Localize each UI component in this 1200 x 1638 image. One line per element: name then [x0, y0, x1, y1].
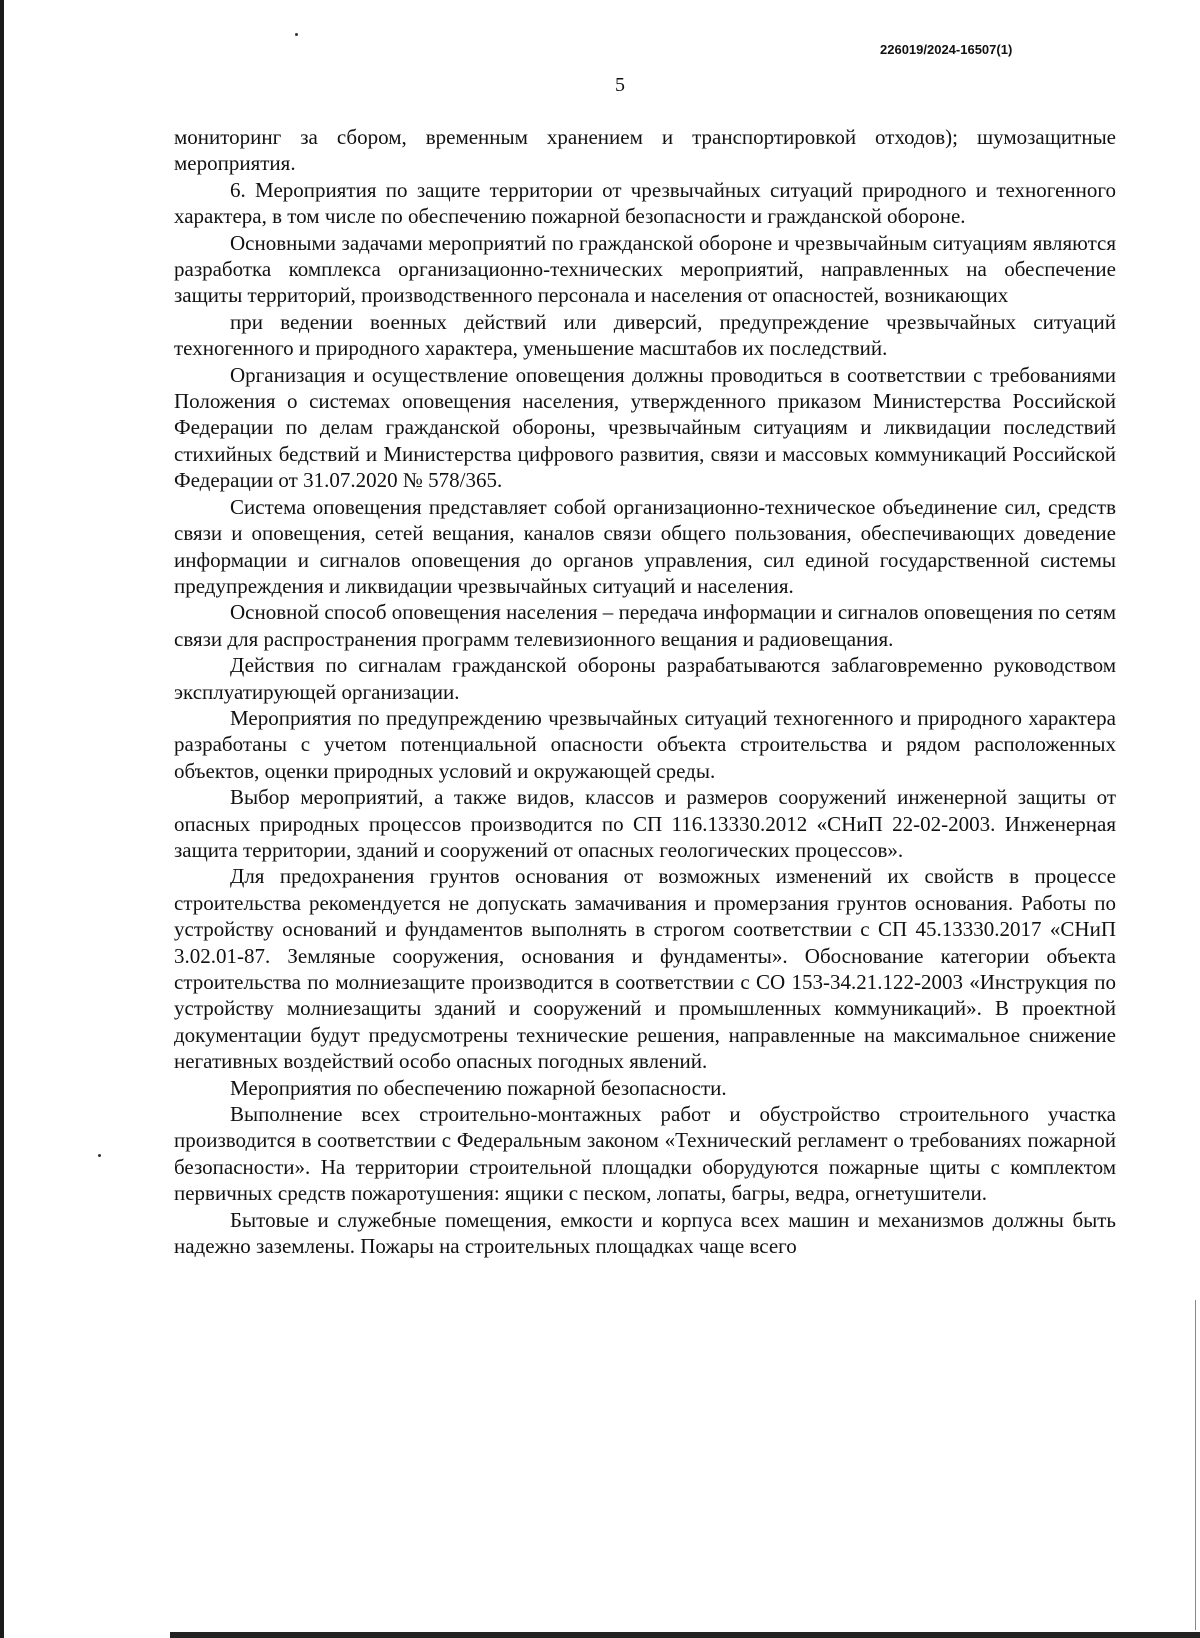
paragraph: Для предохранения грунтов основания от возможных изменений их свойств в процессе строительства рекомендуется не допускать замачивания и промерзания грунтов основания. Работы по устройству оснований и фундаментов выполнять в строгом соответствии с СП 45.13330.2017 «СНиП 3.02.01-87. Земляные сооружения, основания и фундаменты». Обоснование категории объекта строительства по молниезащите производится в соответствии с СО 153-34.21.122-2003 «Инструкция по устройству молниезащиты зданий и сооружений и промышленных коммуникаций». В проектной документации будут предусмотрены технические решения, направленные на максимальное снижение негативных воздействий особо опасных погодных явлений. — [174, 864, 1116, 1074]
paragraph: 6. Мероприятия по защите территории от чрезвычайных ситуаций природного и техногенного характера, в том числе по обеспечению пожарной безопасности и гражданской обороне. — [174, 177, 1116, 229]
scan-speck — [295, 33, 298, 36]
scan-edge-left — [0, 0, 4, 1638]
page-number: 5 — [615, 74, 625, 96]
paragraph: Основными задачами мероприятий по гражданской обороне и чрезвычайным ситуациям являются разработка комплекса организационно-технических мероприятий, направленных на обеспечение защиты территорий, производственного персонала и населения от опасностей, возникающих — [174, 230, 1116, 308]
paragraph: при ведении военных действий или диверсий, предупреждение чрезвычайных ситуаций техногенного и природного характера, уменьшение масштабов их последствий. — [174, 309, 1116, 361]
paragraph: Система оповещения представляет собой организационно-техническое объединение сил, средств связи и оповещения, сетей вещания, каналов связи общего пользования, обеспечивающих доведение информации и сигналов оповещения до органов управления, сил единой государственной системы предупреждения и ликвидации чрезвычайных ситуаций и населения. — [174, 494, 1116, 598]
scan-edge-bottom — [170, 1632, 1200, 1638]
document-id: 226019/2024-16507(1) — [880, 42, 1013, 57]
paragraph: мониторинг за сбором, временным хранением и транспортировкой отходов); шумозащитные мероприятия. — [174, 125, 1116, 176]
document-body — [174, 124, 1116, 1259]
paragraph: Основной способ оповещения населения – передача информации и сигналов оповещения по сетям связи для распространения программ телевизионного вещания и радиовещания. — [174, 600, 1116, 651]
scan-speck — [98, 1154, 101, 1157]
paragraph: Действия по сигналам гражданской обороны разрабатываются заблаговременно руководством эксплуатирующей организации. — [174, 653, 1116, 704]
paragraph: Организация и осуществление оповещения должны проводиться в соответствии с требованиями Положения о системах оповещения населения, утвержденного приказом Министерства Российской Федерации по делам гражданской обороны, чрезвычайным ситуациям и ликвидации последствий стихийных бедствий и Министерства цифрового развития, связи и массовых коммуникаций Российской Федерации от 31.07.2020 № 578/365. — [174, 362, 1116, 493]
scan-edge-right — [1195, 1300, 1196, 1630]
paragraph: Выполнение всех строительно-монтажных работ и обустройство строительного участка производится в соответствии с Федеральным законом «Технический регламент о требованиях пожарной безопасности». На территории строительной площадки оборудуются пожарные щиты с комплектом первичных средств пожаротушения: ящики с песком, лопаты, багры, ведра, огнетушители. — [174, 1102, 1116, 1206]
paragraph: Мероприятия по обеспечению пожарной безопасности. — [230, 1075, 727, 1100]
paragraph: Бытовые и служебные помещения, емкости и корпуса всех машин и механизмов должны быть надежно заземлены. Пожары на строительных площадках чаще всего — [174, 1207, 1116, 1259]
paragraph: Выбор мероприятий, а также видов, классов и размеров сооружений инженерной защиты от опасных природных процессов производится по СП 116.13330.2012 «СНиП 22-02-2003. Инженерная защита территории, зданий и сооружений от опасных геологических процессов». — [174, 785, 1116, 862]
paragraph: Мероприятия по предупреждению чрезвычайных ситуаций техногенного и природного характера разработаны с учетом потенциальной опасности объекта строительства и рядом расположенных объектов, оценки природных условий и окружающей среды. — [174, 705, 1116, 783]
